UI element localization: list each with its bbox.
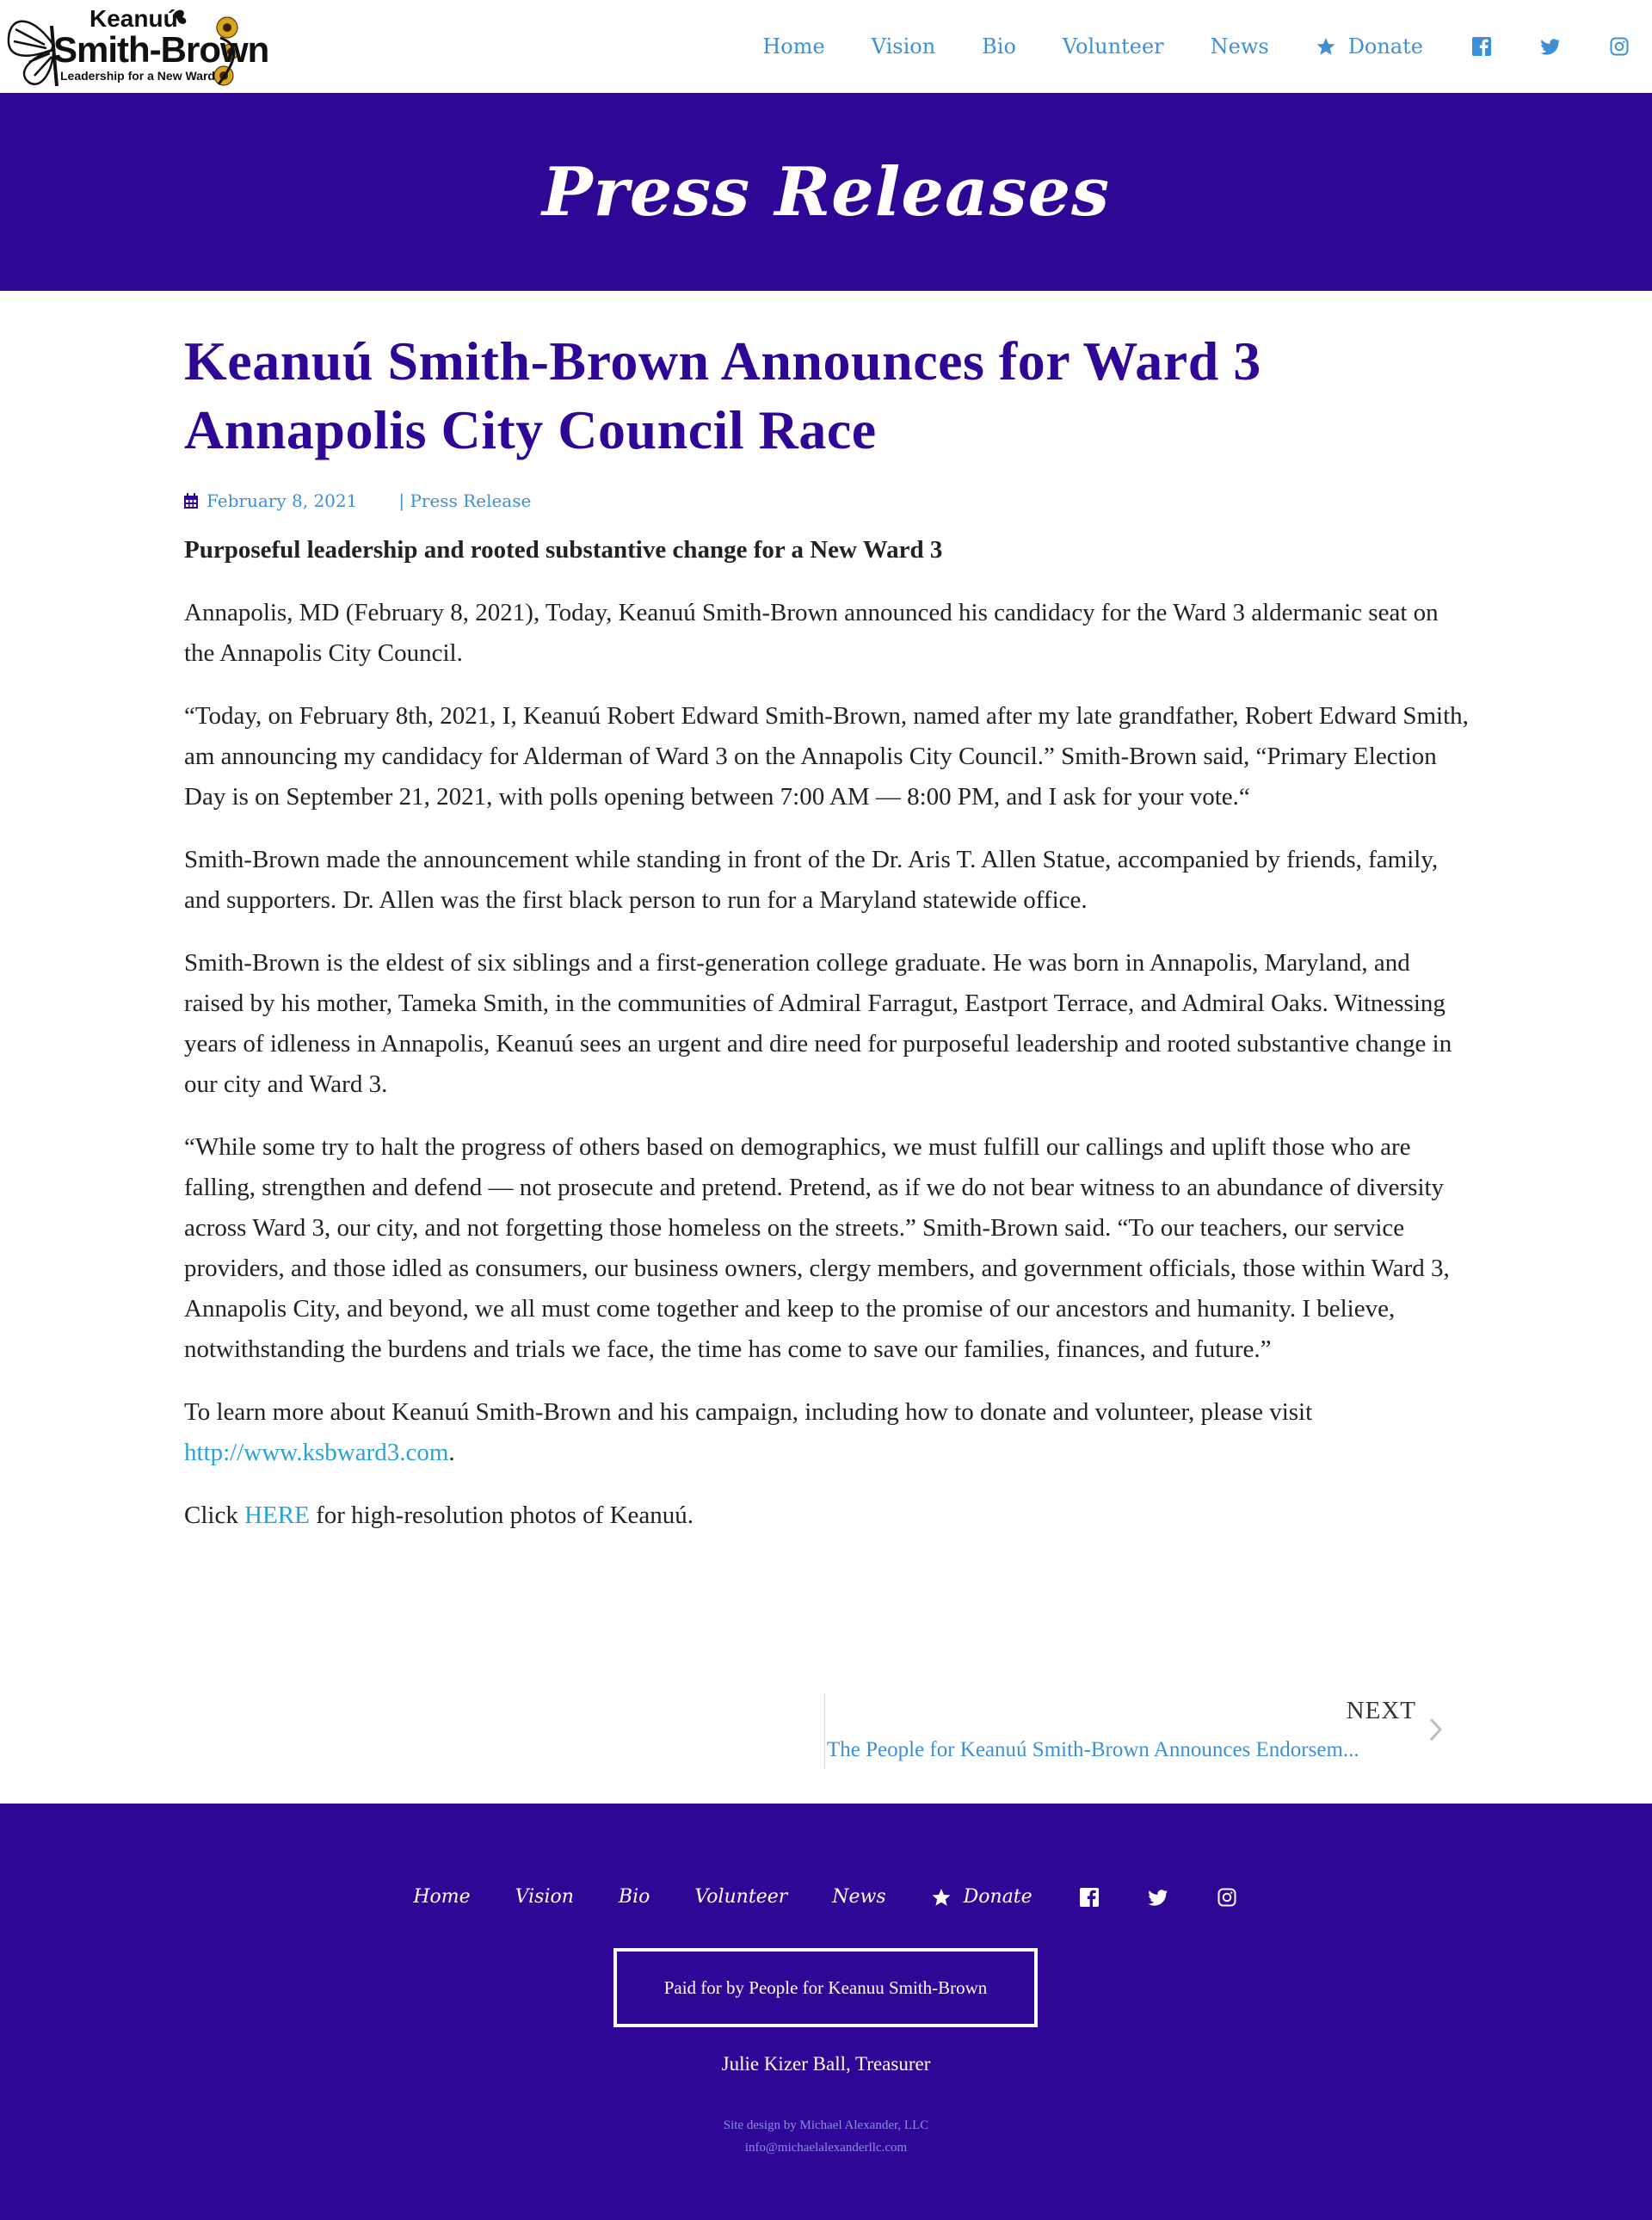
logo-last-name: Smith-Brown [53,29,269,70]
instagram-icon[interactable] [1217,1887,1237,1908]
article-category[interactable]: | Press Release [398,490,532,511]
click-prefix: Click [184,1502,238,1529]
facebook-icon[interactable] [1471,36,1492,57]
nav-vision[interactable]: Vision [871,34,936,59]
nav-donate[interactable] [1316,34,1423,59]
site-credit[interactable]: Site design by Michael Alexander, LLC [723,2118,929,2132]
footer-nav-vision[interactable]: Vision [515,1886,574,1908]
next-post-nav[interactable] [824,1693,1444,1769]
press-release-article [184,327,1475,1558]
treasurer-line: Julie Kizer Ball, Treasurer [721,2053,931,2075]
learn-more-text: To learn more about Keanuú Smith-Brown and his campaign, including how to donate and volunteer, please visit [184,1398,1313,1426]
footer-nav-donate[interactable] [931,1886,1032,1908]
footer-donate-label: Donate [963,1886,1032,1908]
nav-news[interactable]: News [1210,34,1269,59]
paid-for-disclaimer: Paid for by People for Keanuu Smith-Brown [613,1948,1038,2027]
star-icon [1316,36,1336,57]
photos-link[interactable]: HERE [244,1502,310,1529]
article-paragraph: Annapolis, MD (February 8, 2021), Today, Keanuú Smith-Brown announced his candidacy for the Ward 3 aldermanic seat on the Annapolis City Council. [184,599,1439,667]
article-paragraph: Smith-Brown made the announcement while standing in front of the Dr. Aris T. Allen Statue, accompanied by friends, family, and supporters. Dr. Allen was the first black person to run for a Maryland statewide office. [184,846,1439,914]
footer-nav-volunteer[interactable]: Volunteer [694,1886,788,1908]
instagram-icon[interactable] [1609,36,1630,57]
nav-bio[interactable]: Bio [982,34,1016,59]
twitter-icon[interactable] [1148,1887,1168,1908]
photos-paragraph [184,1495,1475,1536]
facebook-icon[interactable] [1079,1887,1100,1908]
article-subhead: Purposeful leadership and rooted substantive change for a New Ward 3 [184,536,943,564]
campaign-website-link[interactable]: http://www.ksbward3.com [184,1439,449,1466]
page-hero [0,93,1652,291]
article-date[interactable]: February 8, 2021 [206,490,358,511]
next-post-title[interactable]: The People for Keanuú Smith-Brown Announces Endorsem... [827,1738,1359,1761]
article-paragraph: “While some try to halt the progress of others based on demographics, we must fulfill our callings and uplift those who are falling, strengthen and defend — not prosecute and pretend. Pretend, as if we do not bear witness to an abundance of diversity across Ward 3, our city, and not forgetting those homeless on the streets.” Smith-Brown said. “To our teachers, our service providers, and those idled as consumers, our business owners, clergy members, and government officials, those within Ward 3, Annapolis City, and beyond, we all must come together and keep to the promise of our ancestors and humanity. I believe, notwithstanding the burdens and trials we face, the time has come to save our families, finances, and future.” [184,1133,1450,1363]
nav-volunteer[interactable]: Volunteer [1062,34,1164,59]
logo-first-name: Keanuú [89,5,178,32]
site-footer [0,1804,1652,2220]
click-suffix: for high-resolution photos of Keanuú. [316,1502,694,1529]
star-icon [931,1887,952,1908]
page-title: Press Releases [541,152,1111,231]
article-paragraph: Smith-Brown is the eldest of six siblings and a first-generation college graduate. He was born in Annapolis, Maryland, and raised by his mother, Tameka Smith, in the communities of Admiral Farragut, Eastport Terrace, and Admiral Oaks. Witnessing years of idleness in Annapolis, Keanuú sees an urgent and dire need for purposeful leadership and rooted substantive change in our city and Ward 3. [184,949,1452,1098]
twitter-icon[interactable] [1540,36,1561,57]
footer-nav-home[interactable]: Home [413,1886,471,1908]
site-header [0,0,1652,93]
next-label: NEXT [1346,1697,1416,1724]
footer-nav-news[interactable]: News [832,1886,886,1908]
footer-nav [0,1886,1652,1908]
learn-more-end: . [448,1439,455,1466]
nav-home[interactable]: Home [762,34,825,59]
site-logo[interactable] [3,3,269,89]
chevron-right-icon[interactable] [1428,1716,1444,1743]
article-body [184,530,1475,1536]
article-meta [184,490,1475,511]
footer-nav-bio[interactable]: Bio [618,1886,650,1908]
article-title: Keanuú Smith-Brown Announces for Ward 3 Annapolis City Council Race [184,330,1261,460]
logo-tagline: Leadership for a New Ward [60,69,215,83]
main-nav [716,26,1630,67]
site-credit-email[interactable]: info@michaelalexanderllc.com [744,2141,908,2155]
learn-more-paragraph [184,1392,1475,1473]
calendar-icon [184,493,198,509]
article-paragraph: “Today, on February 8th, 2021, I, Keanuú Robert Edward Smith-Brown, named after my late grandfather, Robert Edward Smith, am announcing my candidacy for Alderman of Ward 3 on the Annapolis City Council.” Smith-Brown said, “Primary Election Day is on September 21, 2021, with polls opening between 7:00 AM — 8:00 PM, and I ask for your vote.“ [184,702,1469,811]
nav-donate-label: Donate [1347,34,1423,59]
